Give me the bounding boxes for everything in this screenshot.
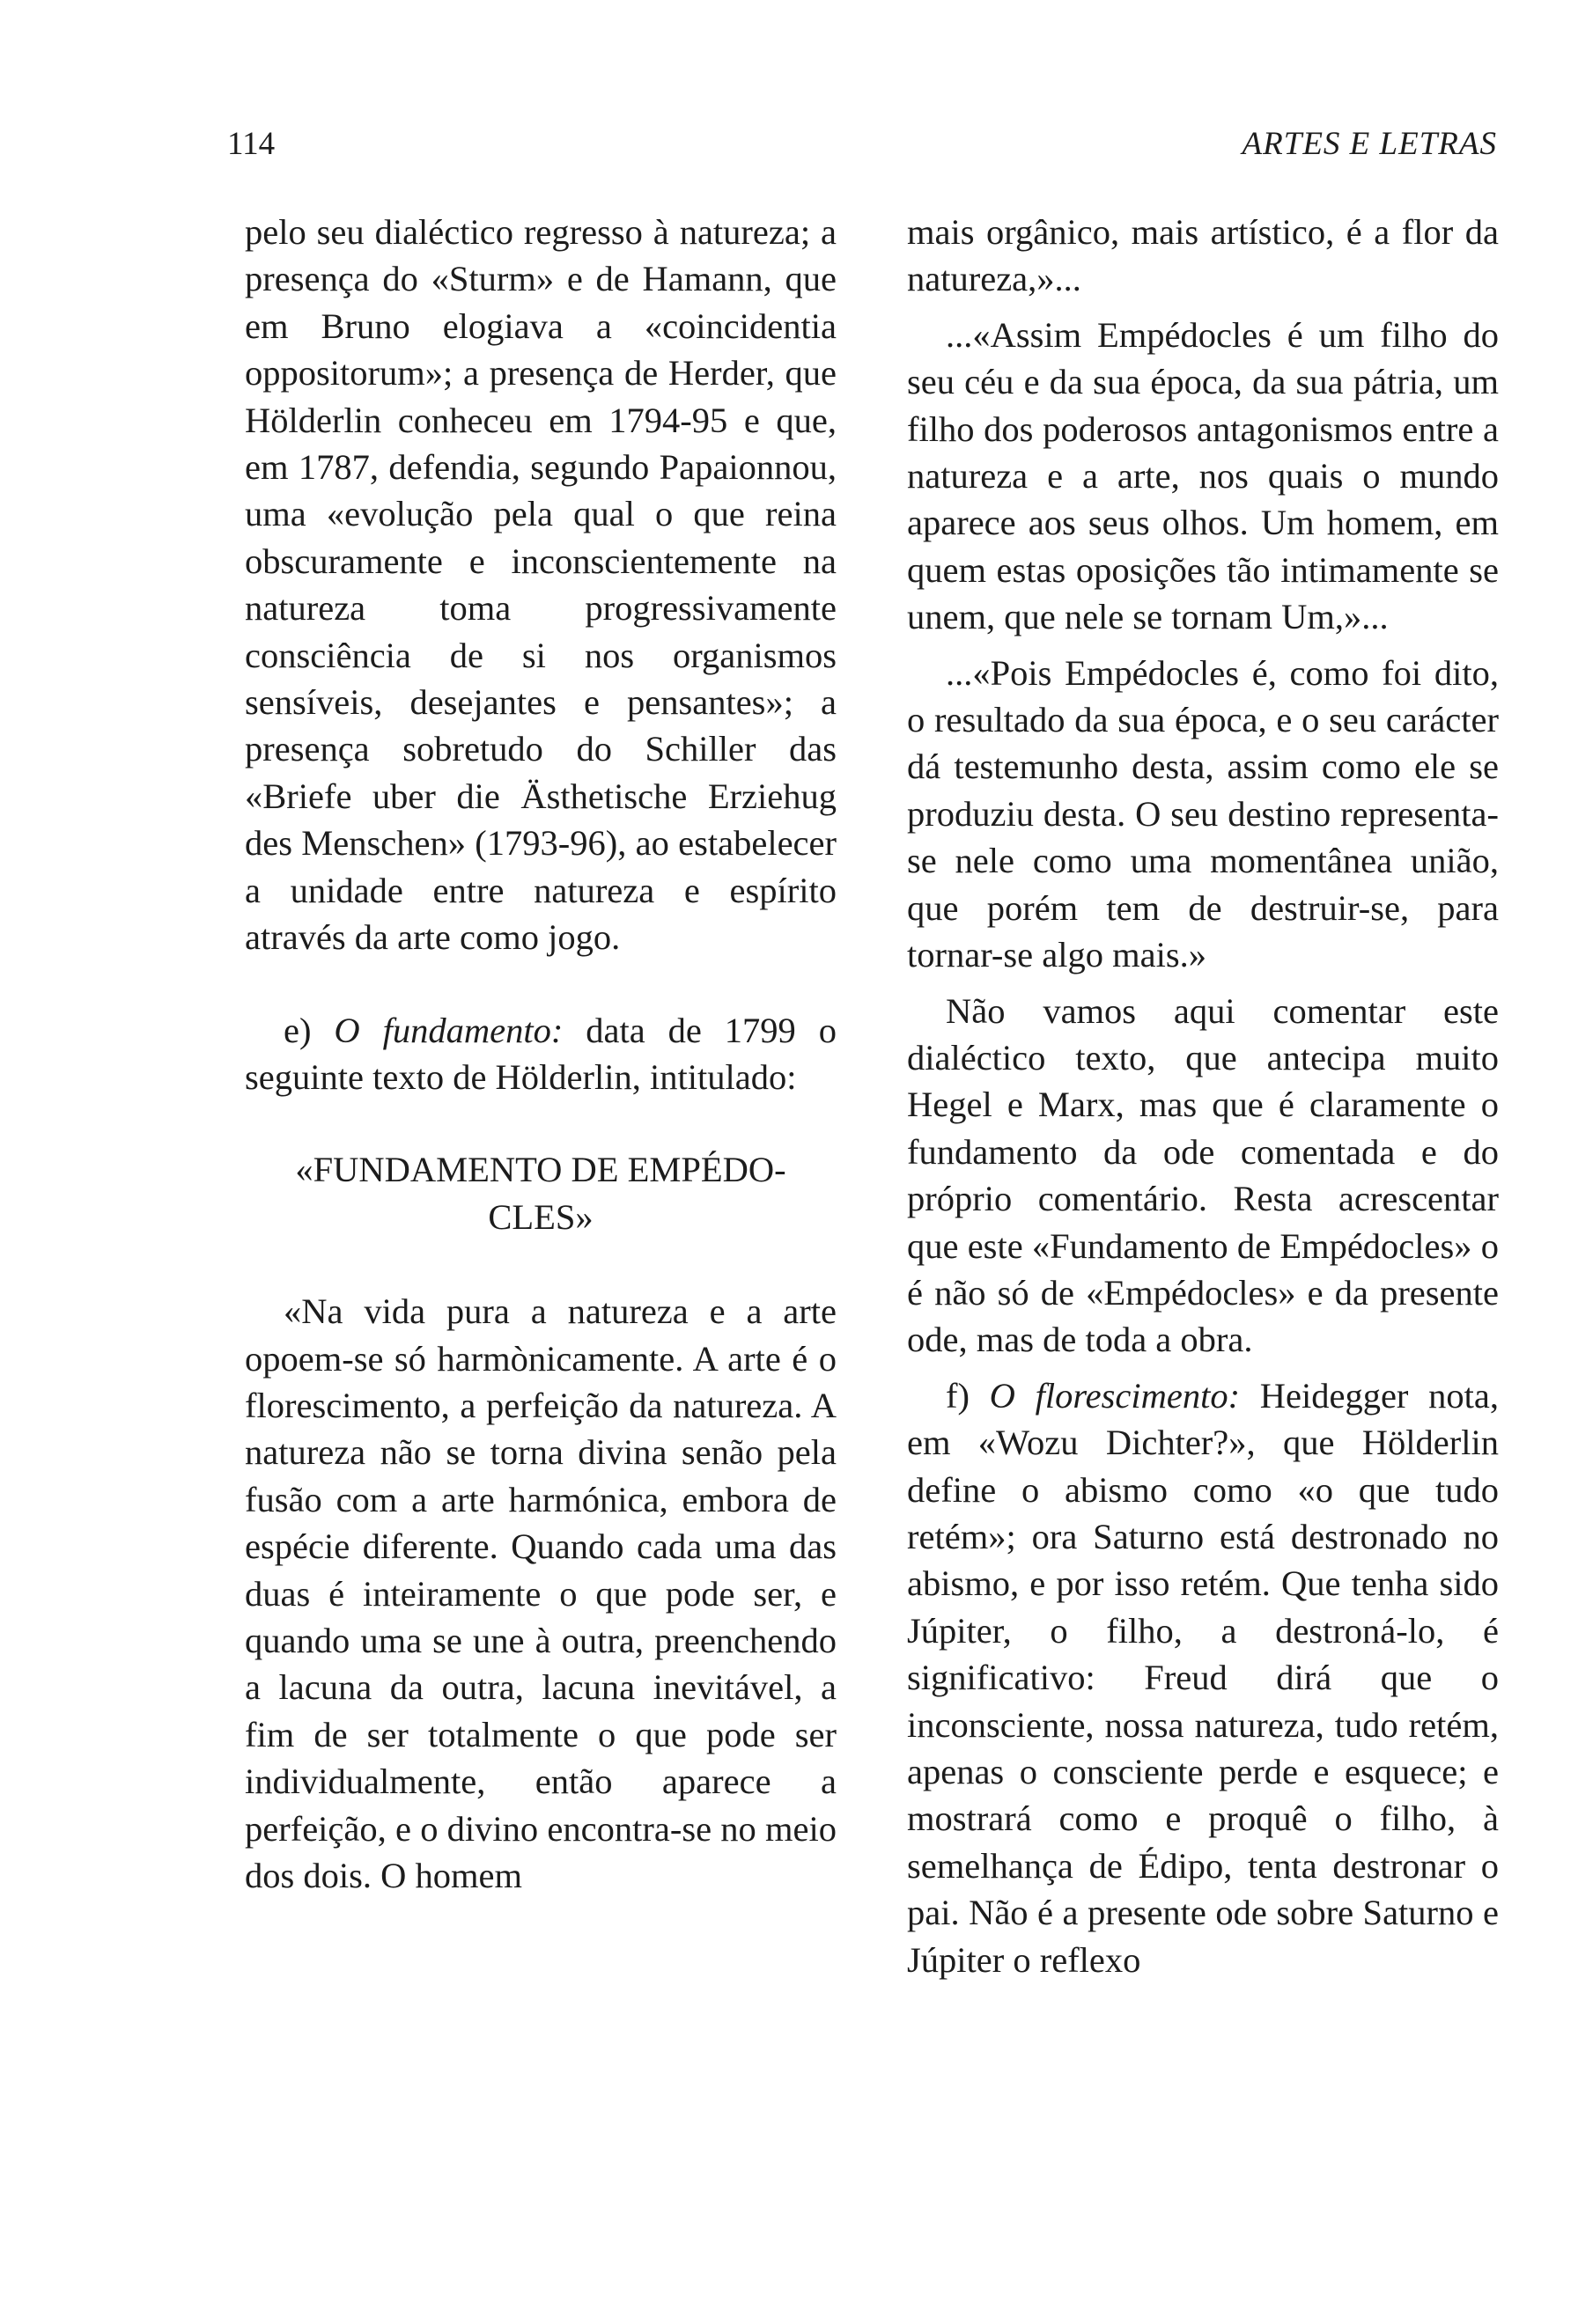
paragraph-text: data de 1799 o seguinte texto de Hölderlin, intitulado: bbox=[245, 1010, 837, 1097]
quoted-title bbox=[245, 1146, 837, 1240]
paragraph-section-f bbox=[907, 1372, 1499, 1983]
title-line: «FUNDAMENTO DE EMPÉDO- bbox=[295, 1150, 786, 1190]
section-heading: O florescimento: bbox=[989, 1375, 1241, 1416]
running-head: ARTES E LETRAS bbox=[1242, 126, 1497, 162]
section-label: e) bbox=[284, 1010, 335, 1050]
left-column bbox=[245, 209, 837, 1899]
page-number: 114 bbox=[227, 126, 276, 162]
section-label: f) bbox=[946, 1375, 990, 1416]
paragraph-text: Heidegger nota, em «Wozu Dichter?», que Hölderlin define o abismo como «o que tudo retém»; ora Saturno está destronado no abismo, e por isso retém. Que tenha sido Júpiter, o filho, a destroná-lo, é significativo: Freud dirá que o inconsciente, nossa natureza, tudo retém, apenas o consciente perde e esquece; e mostrará como e proquê o filho, à semelhança de Édipo, tenta destronar o pai. Não é a presente ode sobre Saturno e Júpiter o reflexo bbox=[907, 1375, 1499, 1980]
paragraph: mais orgânico, mais artístico, é a flor da natureza,»... bbox=[907, 212, 1499, 299]
page-header bbox=[227, 125, 1497, 169]
section-heading: O fundamento: bbox=[334, 1010, 564, 1050]
paragraph: ...«Pois Empédocles é, como foi dito, o resultado da sua época, e o seu carácter dá testemunho desta, assim como ele se produziu desta. O seu destino representa-se nele como uma momentânea união, que porém tem de destruir-se, para tornar-se algo mais.» bbox=[907, 652, 1499, 975]
paragraph: pelo seu dialéctico regresso à natureza; a presença do «Sturm» e de Hamann, que em Bruno elogiava a «coincidentia oppositorum»; a presença de Herder, que Hölderlin conheceu em 1794-95 e que, em 1787, defendia, segundo Papaionnou, uma «evolução pela qual o que reina obscuramente e inconscientemente na natureza toma progressivamente consciência de si nos organismos sensíveis, desejantes e pensantes»; a presença sobretudo do Schiller das «Briefe uber die Ästhetische Erziehug des Menschen» (1793-96), ao estabelecer a unidade entre natureza e espírito através da arte como jogo. bbox=[245, 212, 837, 958]
paragraph: Não vamos aqui comentar este dialéctico texto, que antecipa muito Hegel e Marx, mas que é claramente o fundamento da ode comentada e do próprio comentário. Resta acrescentar que este «Fundamento de Empédocles» o é não só de «Empédocles» e da presente ode, mas de toda a obra. bbox=[907, 990, 1499, 1360]
paragraph: ...«Assim Empédocles é um filho do seu céu e da sua época, da sua pátria, um filho dos poderosos antagonismos entre a natureza e a arte, nos quais o mundo aparece aos seus olhos. Um homem, em quem estas oposições tão intimamente se unem, que nele se tornam Um,»... bbox=[907, 314, 1499, 637]
paragraph-section-e bbox=[245, 1007, 837, 1101]
title-line: CLES» bbox=[488, 1196, 594, 1237]
paragraph: «Na vida pura a natureza e a arte opoem-se só harmònicamente. A arte é o florescimento, a perfeição da natureza. A natureza não se torna divina senão pela fusão com a arte harmónica, embora de espécie diferente. Quando cada uma das duas é inteiramente o que pode ser, e quando uma se une à outra, preenchendo a lacuna da outra, lacuna inevitável, a fim de ser totalmente o que pode ser individualmente, então aparece a perfeição, e o divino encontra-se no meio dos dois. O homem bbox=[245, 1291, 837, 1895]
right-column bbox=[907, 209, 1499, 1983]
